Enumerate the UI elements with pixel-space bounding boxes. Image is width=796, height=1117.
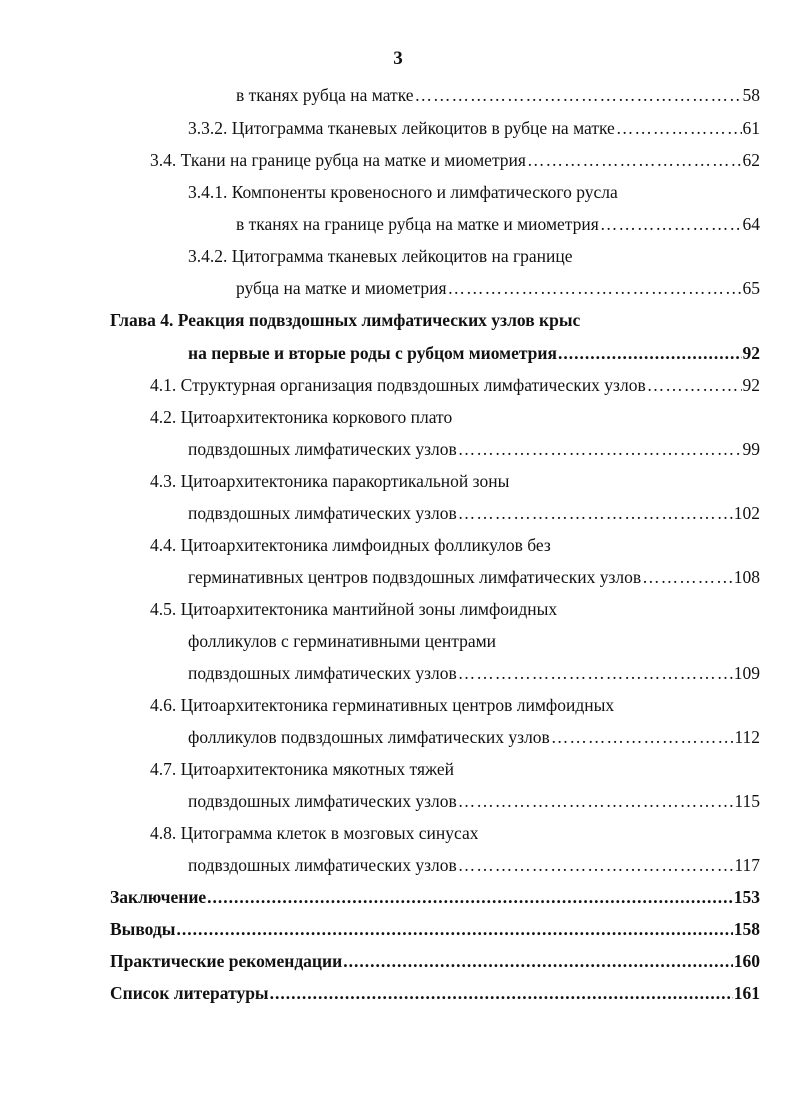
dot-leader (176, 918, 732, 940)
toc-entry-page: 108 (733, 567, 760, 587)
toc-entry (110, 886, 760, 908)
toc-entry-page: 115 (734, 791, 760, 811)
toc-entry-title: рубца на матке и миометрия (236, 278, 447, 298)
toc-entry-title: герминативных центров подвздошных лимфатических узлов (188, 567, 642, 587)
dot-leader (343, 950, 733, 972)
toc-entry-title: 3.4. Ткани на границе рубца на матке и миометрия (150, 150, 526, 170)
toc-entry (236, 277, 760, 299)
dot-leader (458, 854, 734, 876)
toc-entry-page: 61 (742, 118, 760, 138)
toc-entry (188, 790, 760, 812)
toc-entry-title: 3.4.2. Цитограмма тканевых лейкоцитов на границе (188, 246, 573, 266)
dot-leader (527, 149, 742, 171)
toc-entry (110, 918, 760, 940)
toc-entry-page: 153 (733, 887, 760, 907)
toc-entry-title: подвздошных лимфатических узлов (188, 439, 457, 459)
toc-entry (188, 854, 760, 876)
toc-entry-page: 65 (742, 278, 760, 298)
toc-entry (188, 662, 760, 684)
dot-leader (458, 502, 733, 524)
dot-leader (458, 438, 742, 460)
dot-leader (600, 213, 742, 235)
toc-entry (188, 566, 760, 588)
toc-entry-title: 4.2. Цитоархитектоника коркового плато (150, 407, 453, 427)
toc-entry-page: 58 (742, 85, 760, 105)
toc-entry-title: подвздошных лимфатических узлов (188, 791, 457, 811)
toc-entry (150, 374, 760, 396)
toc-entry-page: 99 (742, 439, 760, 459)
toc-entry-title: 4.5. Цитоархитектоника мантийной зоны лимфоидных (150, 599, 558, 619)
chapter-title: Глава 4. Реакция подвздошных лимфатических узлов крыс (110, 310, 581, 330)
toc-entry-title: 4.8. Цитограмма клеток в мозговых синусах (150, 823, 479, 843)
toc-entry-title: 4.3. Цитоархитектоника паракортикальной зоны (150, 471, 510, 491)
toc-entry-page: 161 (733, 983, 760, 1003)
toc-entry (188, 117, 760, 139)
toc-entry-title: Заключение (110, 887, 207, 907)
toc-entry (188, 342, 760, 364)
toc-entry-page: 158 (733, 919, 760, 939)
toc-entry-title: на первые и вторые роды с рубцом миометрия (188, 343, 557, 363)
toc-entry (188, 438, 760, 460)
toc-entry-page: 102 (733, 503, 760, 523)
dot-leader (642, 566, 733, 588)
toc-entry (236, 213, 760, 235)
toc-entry-title: фолликулов с герминативными центрами (188, 631, 497, 651)
toc-entry-title: подвздошных лимфатических узлов (188, 663, 457, 683)
toc-entry (188, 726, 760, 748)
dot-leader (415, 84, 742, 106)
toc-entry-page: 117 (734, 855, 760, 875)
toc-entry-title: в тканях на границе рубца на матке и миометрия (236, 214, 599, 234)
dot-leader (647, 374, 742, 396)
toc-entry-title: в тканях рубца на матке (236, 85, 414, 105)
dot-leader (448, 277, 742, 299)
toc-entry-title: 4.4. Цитоархитектоника лимфоидных фолликулов без (150, 535, 551, 555)
toc-entry (110, 982, 760, 1004)
dot-leader (558, 342, 742, 364)
toc-entry-title: Список литературы (110, 983, 269, 1003)
toc-entry-page: 92 (742, 343, 760, 363)
toc-entry-page: 64 (742, 214, 760, 234)
dot-leader (270, 982, 733, 1004)
toc-entry-title: 4.6. Цитоархитектоника герминативных центров лимфоидных (150, 695, 615, 715)
toc-entry-title: фолликулов подвздошных лимфатических узлов (188, 727, 550, 747)
toc-entry-title: 4.1. Структурная организация подвздошных лимфатических узлов (150, 375, 646, 395)
page-number: 3 (393, 48, 403, 69)
toc-entry-title: подвздошных лимфатических узлов (188, 503, 457, 523)
toc-entry-title: Практические рекомендации (110, 951, 343, 971)
toc-entry-title: Выводы (110, 919, 176, 939)
toc-entry-title: 3.3.2. Цитограмма тканевых лейкоцитов в рубце на матке (188, 118, 615, 138)
dot-leader (551, 726, 734, 748)
dot-leader (207, 886, 733, 908)
toc-entry (236, 84, 760, 106)
toc-entry-page: 92 (742, 375, 760, 395)
toc-entry (188, 502, 760, 524)
dot-leader (458, 662, 733, 684)
dot-leader (458, 790, 734, 812)
dot-leader (616, 117, 742, 139)
toc-entry-title: 3.4.1. Компоненты кровеносного и лимфатического русла (188, 182, 618, 202)
toc-entry-title: 4.7. Цитоархитектоника мякотных тяжей (150, 759, 455, 779)
toc-entry (150, 149, 760, 171)
toc-entry-page: 112 (734, 727, 760, 747)
toc-entry-page: 160 (733, 951, 760, 971)
toc-entry-page: 109 (733, 663, 760, 683)
toc-entry-page: 62 (742, 150, 760, 170)
toc-entry-title: подвздошных лимфатических узлов (188, 855, 457, 875)
toc-entry (110, 950, 760, 972)
